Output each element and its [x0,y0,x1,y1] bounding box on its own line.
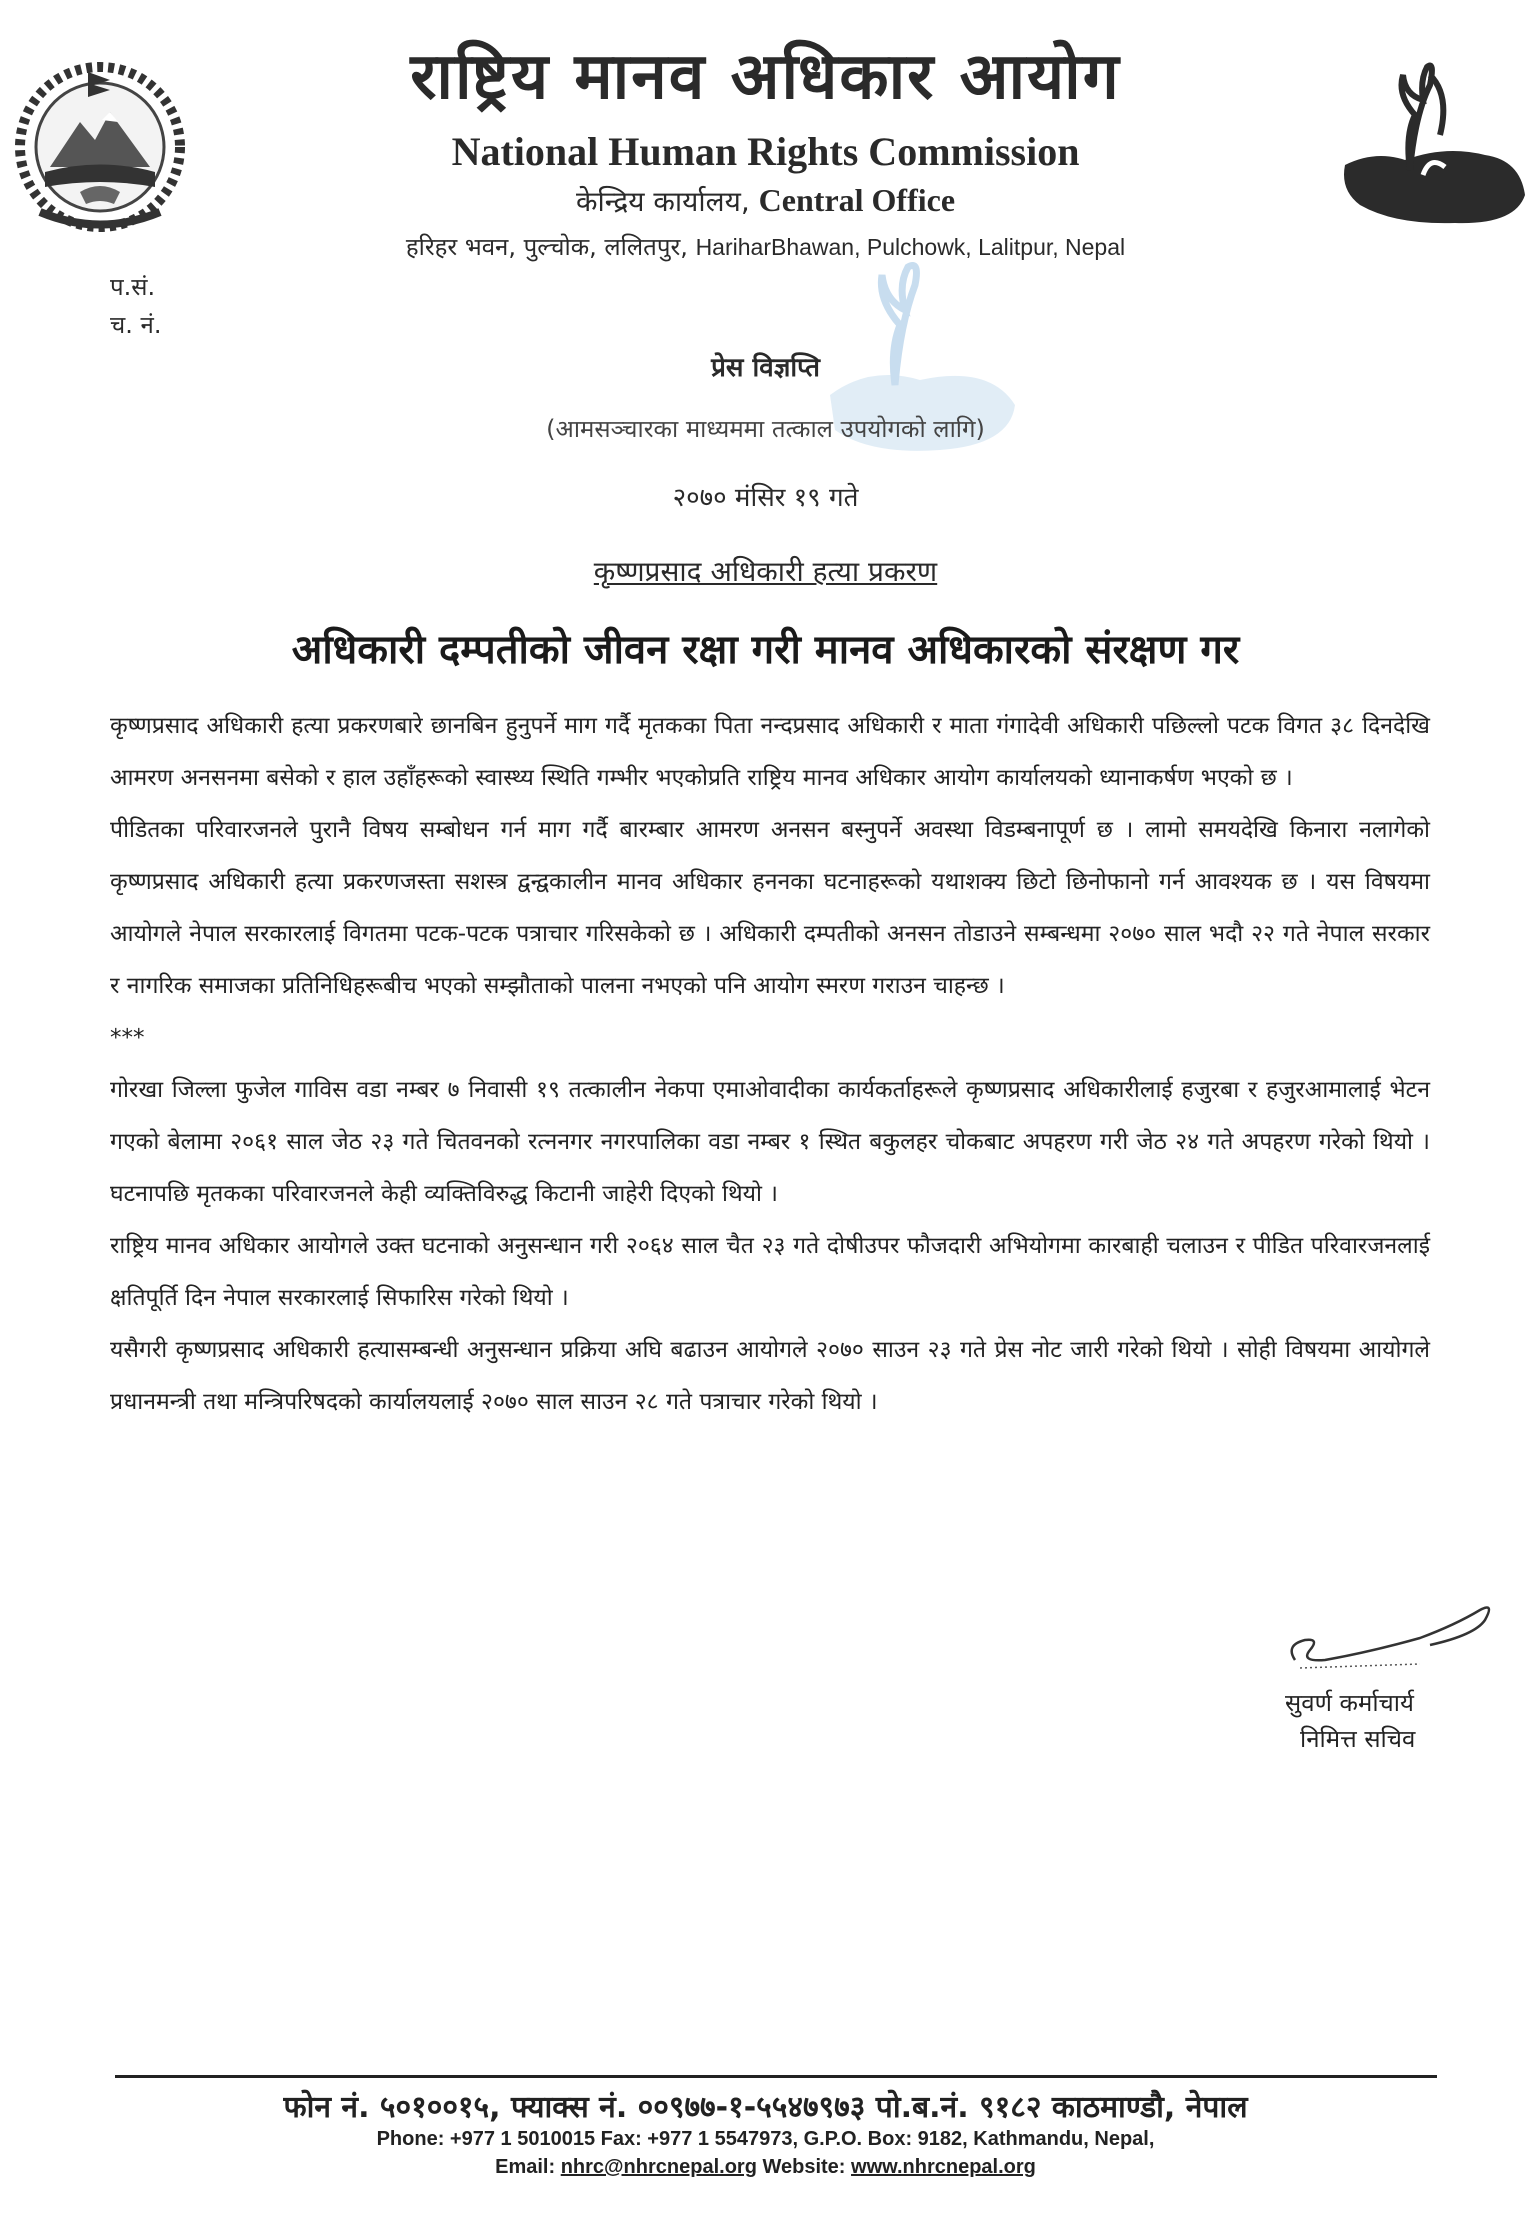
media-use-note: (आमसञ्चारका माध्यममा तत्काल उपयोगको लागि) [546,415,985,443]
release-body [110,700,1430,1428]
handwritten-signature-icon [1280,1590,1500,1680]
paragraph-2: पीडितका परिवारजनले पुरानै विषय सम्बोधन गर्न माग गर्दै बारम्बार आमरण अनसन बस्नुपर्ने अवस्था विडम्बनापूर्ण छ । लामो समयदेखि किनारा नलागेको कृष्णप्रसाद अधिकारी हत्या प्रकरणजस्ता सशस्त्र द्वन्द्वकालीन मानव अधिकार हननका घटनाहरूको यथाशक्य छिटो छिनोफानो गर्न आवश्यक छ । यस विषयमा आयोगले नेपाल सरकारलाई विगतमा पटक-पटक पत्राचार गरिसकेको छ । अधिकारी दम्पतीको अनसन तोडाउने सम्बन्धमा २०७० साल भदौ २२ गते नेपाल सरकार र नागरिक समाजका प्रतिनिधिहरूबीच भएको सम्झौताको पालना नभएको पनि आयोग स्मरण गराउन चाहन्छ । [110,817,1430,999]
office-line [0,182,1531,220]
paragraph-4: राष्ट्रिय मानव अधिकार आयोगले उक्त घटनाको अनुसन्धान गरी २०६४ साल चैत २३ गते दोषीउपर फौजदारी अभियोगमा कारबाही चलाउन र पीडित परिवारजनलाई क्षतिपूर्ति दिन नेपाल सरकारलाई सिफारिस गरेको थियो । [110,1233,1430,1311]
release-date: २०७० मंसिर १९ गते [672,483,859,513]
address-line [0,230,1531,263]
paragraph-5: यसैगरी कृष्णप्रसाद अधिकारी हत्यासम्बन्धी अनुसन्धान प्रक्रिया अघि बढाउन आयोगले २०७० साउन २३ गते प्रेस नोट जारी गरेको थियो । सोही विषयमा आयोगले प्रधानमन्त्री तथा मन्त्रिपरिषदको कार्यालयलाई २०७० साल साउन २८ गते पत्राचार गरेको थियो । [110,1337,1430,1415]
address-nepali: हरिहर भवन, पुल्चोक, ललितपुर, [405,233,688,261]
email-link[interactable]: nhrc@nhrcnepal.org [560,2156,757,2178]
dispatch-number-label: च. नं. [110,311,162,339]
website-label: Website: [762,2156,846,2178]
office-english: Central Office [758,182,956,218]
reference-number-label: प.सं. [110,273,156,301]
address-english: HariharBhawan, Pulchowk, Lalitpur, Nepal [695,234,1126,260]
footer-web-line [0,2156,1531,2179]
section-separator: *** [110,1025,145,1051]
signatory-name: सुवर्ण कर्माचार्य [1285,1689,1414,1717]
footer-contact-nepali: फोन नं. ५०१००१५, फ्याक्स नं. ००९७७-१-५५४७९७३ पो.ब.नं. ९१८२ काठमाण्डौ, नेपाल [283,2090,1248,2125]
email-label: Email: [495,2156,556,2178]
footer-divider [115,2075,1437,2078]
paragraph-1: कृष्णप्रसाद अधिकारी हत्या प्रकरणबारे छानबिन हुनुपर्ने माग गर्दै मृतकका पिता नन्दप्रसाद अधिकारी र माता गंगादेवी अधिकारी पछिल्लो पटक विगत ३८ दिनदेखि आमरण अनसनमा बसेको र हाल उहाँहरूको स्वास्थ्य स्थिति गम्भीर भएकोप्रति राष्ट्रिय मानव अधिकार आयोग कार्यालयको ध्यानाकर्षण भएको छ । [110,713,1430,791]
office-nepali: केन्द्रिय कार्यालय, [575,185,750,218]
paragraph-3: गोरखा जिल्ला फुजेल गाविस वडा नम्बर ७ निवासी १९ तत्कालीन नेकपा एमाओवादीका कार्यकर्ताहरूले कृष्णप्रसाद अधिकारीलाई हजुरबा र हजुरआमालाई भेटन गएको बेलामा २०६१ साल जेठ २३ गते चितवनको रत्ननगर नगरपालिका वडा नम्बर १ स्थित बकुलहर चोकबाट अपहरण गरी जेठ २४ गते अपहरण गरेको थियो । घटनापछि मृतकका परिवारजनले केही व्यक्तिविरुद्ध किटानी जाहेरी दिएको थियो । [110,1077,1430,1207]
case-title: कृष्णप्रसाद अधिकारी हत्या प्रकरण [593,555,938,588]
signatory-role: निमित्त सचिव [1300,1725,1416,1753]
press-release-label: प्रेस विज्ञप्ति [711,353,820,383]
headline: अधिकारी दम्पतीको जीवन रक्षा गरी मानव अधिकारको संरक्षण गर [291,627,1240,673]
organization-name-nepali: राष्ट्रिय मानव अधिकार आयोग [410,40,1121,114]
footer-contact-english: Phone: +977 1 5010015 Fax: +977 1 5547973, G.P.O. Box: 9182, Kathmandu, Nepal, [376,2128,1155,2150]
website-link[interactable]: www.nhrcnepal.org [851,2156,1036,2178]
organization-name-english: National Human Rights Commission [451,129,1080,174]
